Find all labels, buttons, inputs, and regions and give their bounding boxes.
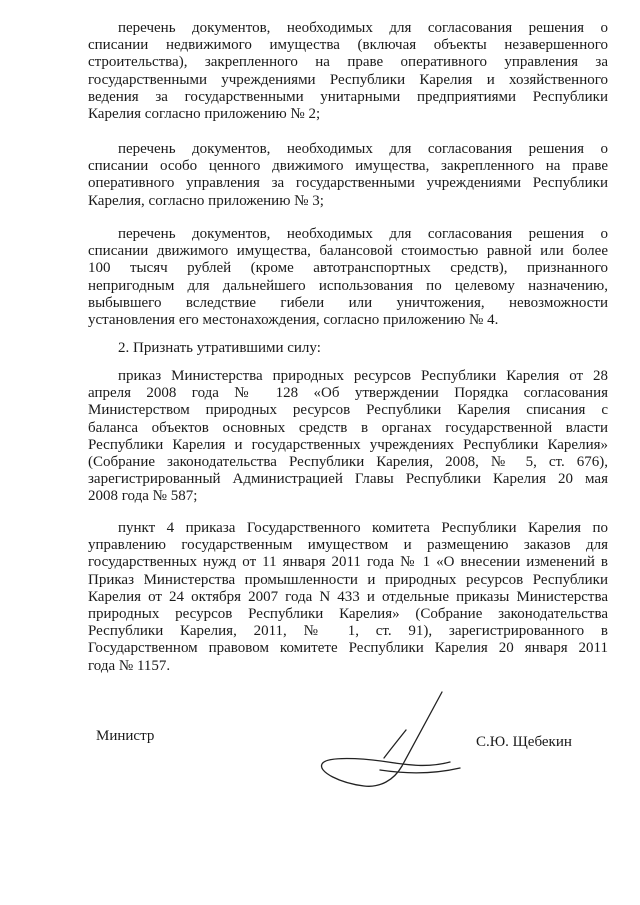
text-line: Карелия согласно приложению № 2; [88, 106, 321, 123]
section-heading [118, 340, 518, 357]
text-line: Республики Карелия, 2011, № 1, ст. 91), зарегистрированного в [88, 623, 608, 640]
text-line: выбывшего вследствие гибели или уничтожения, невозможности [88, 294, 608, 311]
paragraph-repealed-order-1 [88, 520, 608, 675]
text-line: оперативного управления за государственными учреждениями Республики [88, 175, 608, 192]
text-line: перечень документов, необходимых для согласования решения о [118, 226, 608, 242]
text-line: апреля 2008 года № 128 «Об утверждении Порядка согласования [88, 385, 608, 402]
text-line: непригодным для дальнейшего использования по целевому назначению, [88, 277, 608, 294]
text-line: установления его местонахождения, согласно приложению № 4. [88, 312, 499, 329]
text-line: природных ресурсов Республики Карелия» (Собрание законодательства [88, 606, 608, 623]
text-line: списании особо ценного движимого имущества, закрепленного на праве [88, 158, 608, 175]
text-line: строительства), закрепленного на праве оперативного управления за [88, 54, 608, 71]
text-line: перечень документов, необходимых для согласования решения о [118, 141, 608, 157]
text-line: зарегистрированный Администрацией Главы Республики Карелия 20 мая [88, 471, 608, 488]
text-line: баланса объектов основных средств в органах государственной власти [88, 419, 608, 436]
text-line: Государственном правовом комитете Республики Карелия 20 января 2011 [88, 640, 608, 657]
text-line: государственных нужд от 11 января 2011 года № 1 «О внесении изменений в [88, 554, 608, 571]
paragraph-repealed-order-128 [88, 368, 608, 506]
signatory-title: Министр [96, 728, 155, 744]
text-line: списании недвижимого имущества (включая объекты незавершенного [88, 37, 608, 54]
text-line: (Собрание законодательства Республики Карелия, 2008, № 5, ст. 676), [88, 454, 608, 471]
text-line: приказ Министерства природных ресурсов Республики Карелия от 28 [118, 368, 608, 384]
text-line: пункт 4 приказа Государственного комитета Республики Карелия по [118, 520, 608, 536]
text-line: управлению государственным имуществом и размещению заказов для [88, 537, 608, 554]
handwritten-signature [310, 688, 480, 798]
signatory-name: С.Ю. Щебекин [476, 734, 572, 750]
text-line: Карелия, согласно приложению № 3; [88, 192, 324, 209]
paragraph-appendix-2 [88, 20, 608, 123]
text-line: Приказ Министерства промышленности и природных ресурсов Республики [88, 571, 608, 588]
text-line: Министерством природных ресурсов Республики Карелия списания с [88, 402, 608, 419]
text-line: перечень документов, необходимых для согласования решения о [118, 20, 608, 36]
paragraph-appendix-4 [88, 226, 608, 329]
text-line: Республики Карелия и государственных учреждениях Республики Карелия» [88, 436, 608, 453]
text-line: года № 1157. [88, 657, 171, 674]
text-line: списании движимого имущества, балансовой стоимостью равной или более [88, 243, 608, 260]
paragraph-appendix-3 [88, 141, 608, 210]
text-line: ведения за государственными унитарными предприятиями Республики [88, 88, 608, 105]
text-line: государственными учреждениями Республики Карелия и хозяйственного [88, 71, 608, 88]
text-line: Карелия от 24 октября 2007 года N 433 и отдельные приказы Министерства [88, 588, 608, 605]
text-line: 2. Признать утратившими силу: [118, 340, 321, 356]
text-line: 100 тысяч рублей (кроме автотранспортных средств), признанного [88, 260, 608, 277]
text-line: 2008 года № 587; [88, 488, 198, 505]
